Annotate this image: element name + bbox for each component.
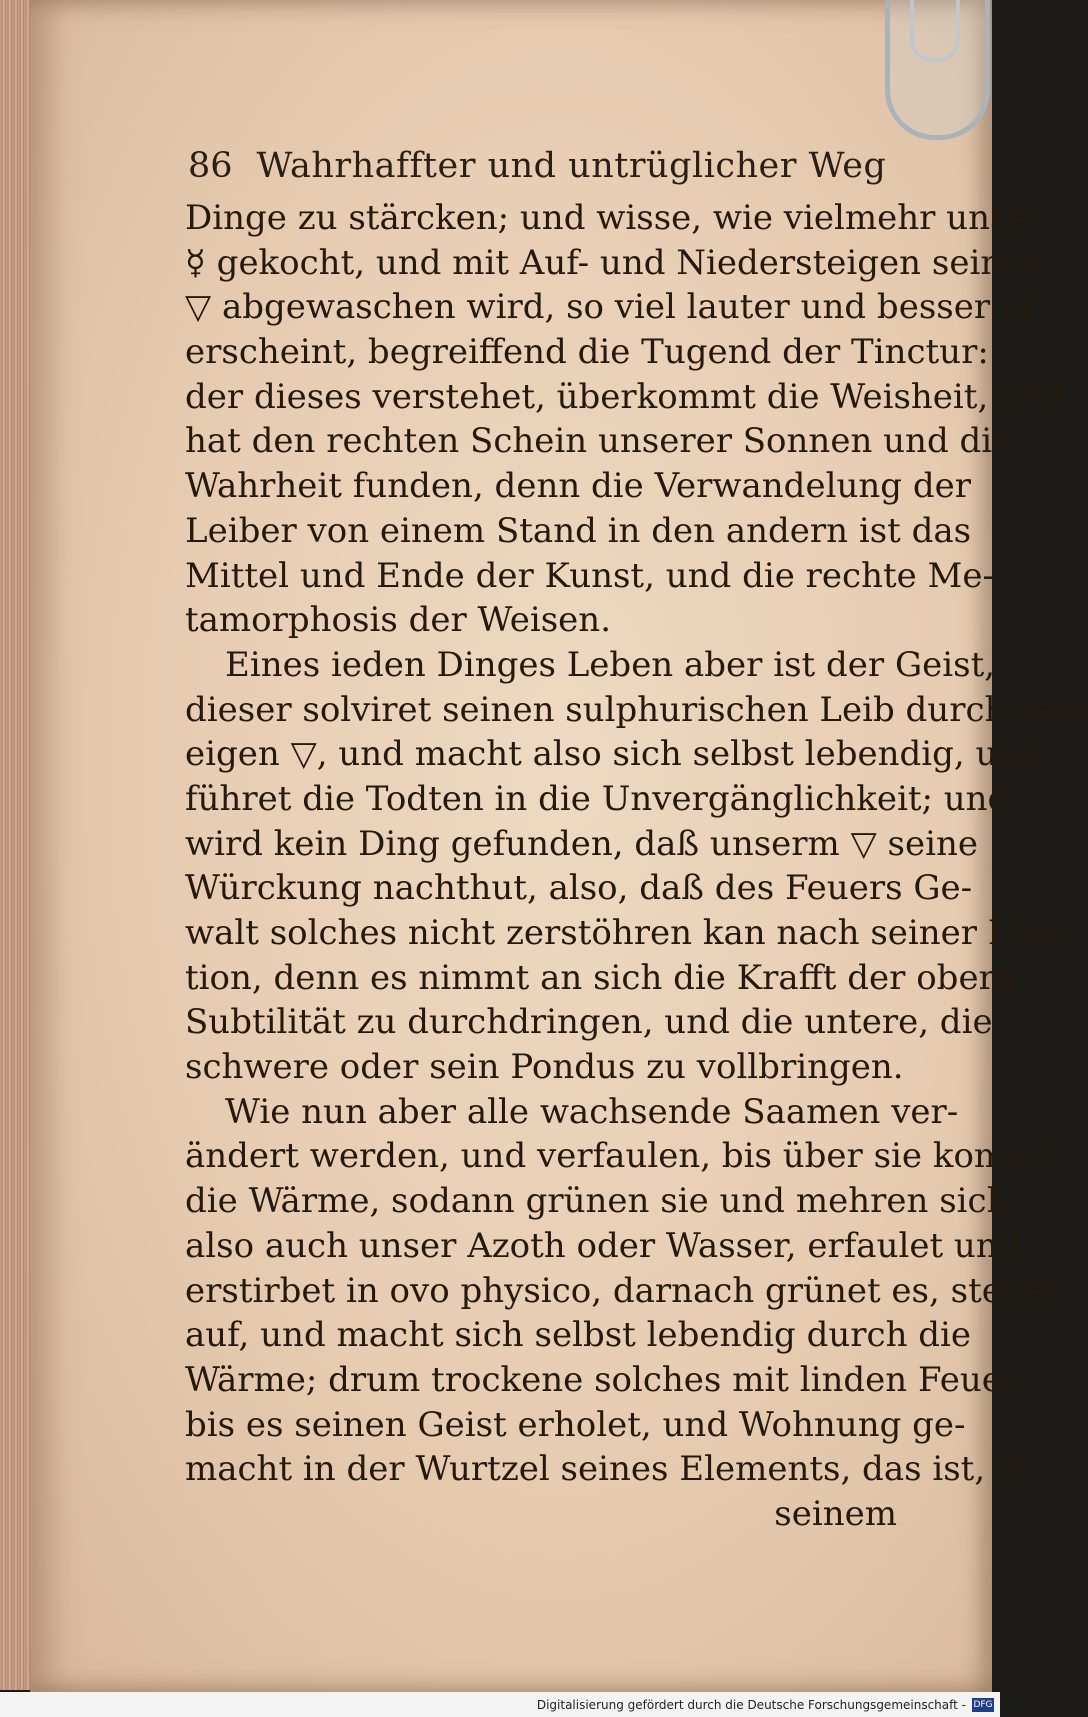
text-line: die Wärme, sodann grünen sie und mehren sich; [185,1181,1020,1222]
text-line: walt solches nicht zerstöhren kan nach seiner Fixa- [185,913,1074,953]
text-line: macht in der Wurtzel seines Elements, das ist, in [185,1449,1029,1490]
dfg-logo-icon: DFG [973,1699,993,1710]
text-line: Wie nun aber alle wachsende Saamen ver- [225,1091,959,1132]
text-line: Eines ieden Dinges Leben aber ist der Geist, [225,644,996,685]
footer-credit: Digitalisierung gefördert durch die Deutsche Forschungsgemeinschaft - [536,1697,966,1712]
text-line: eigen ▽, und macht also sich selbst lebendig, und [185,734,1042,775]
text-line: erstirbet in ovo physico, darnach grünet es, stehet [185,1270,1058,1311]
text-line: ▽ abgewaschen wird, so viel lauter und besser er [185,287,1038,328]
text-line: dieser solviret seinen sulphurischen Leib durch sein [185,689,1088,730]
text-line: ändert werden, und verfaulen, bis über sie kommt [185,1136,1053,1177]
text-line: Leiber von einem Stand in den andern ist das [185,510,972,551]
text-line: Dinge zu stärcken; und wisse, wie vielmehr unser [185,198,1044,238]
footer-bar [0,1692,1000,1717]
text-line: tamorphosis der Weisen. [185,600,611,641]
catchword: seinem [774,1493,897,1534]
page-number: 86 [188,146,233,186]
text-line: führet die Todten in die Unvergänglichkeit; und [185,778,1010,819]
text-line: hat den rechten Schein unserer Sonnen und die [185,421,1013,462]
text-line: tion, denn es nimmt an sich die Krafft der obern [185,957,1017,998]
text-line: auf, und macht sich selbst lebendig durch die [185,1315,972,1356]
page-header [188,130,908,186]
text-line: schwere oder sein Pondus zu vollbringen. [185,1047,904,1088]
text-line: Subtilität zu durchdringen, und die untere, die [185,1002,993,1043]
text-line: also auch unser Azoth oder Wasser, erfaulet und [185,1225,1020,1266]
running-title: Wahrhaffter und untrüglicher Weg [256,146,887,186]
text-line: Wahrheit funden, denn die Verwandelung der [185,466,971,507]
body-text [185,196,1088,1537]
text-line: erscheint, begreiffend die Tugend der Tinctur: [185,332,989,373]
text-line: ☿ gekocht, und mit Auf- und Niedersteigen seines [185,242,1040,283]
text-line: der dieses verstehet, überkommt die Weisheit, und [185,376,1065,417]
text-line: Wärme; drum trockene solches mit linden Feuer, [185,1359,1026,1400]
paper-clip-inner [910,0,960,62]
text-line: Mittel und Ende der Kunst, und die rechte Me- [185,555,994,596]
text-line: Würckung nachthut, also, daß des Feuers Ge- [185,868,973,909]
text-line: wird kein Ding gefunden, daß unserm ▽ seine [185,823,979,864]
text-line: bis es seinen Geist erholet, und Wohnung ge- [185,1404,966,1445]
